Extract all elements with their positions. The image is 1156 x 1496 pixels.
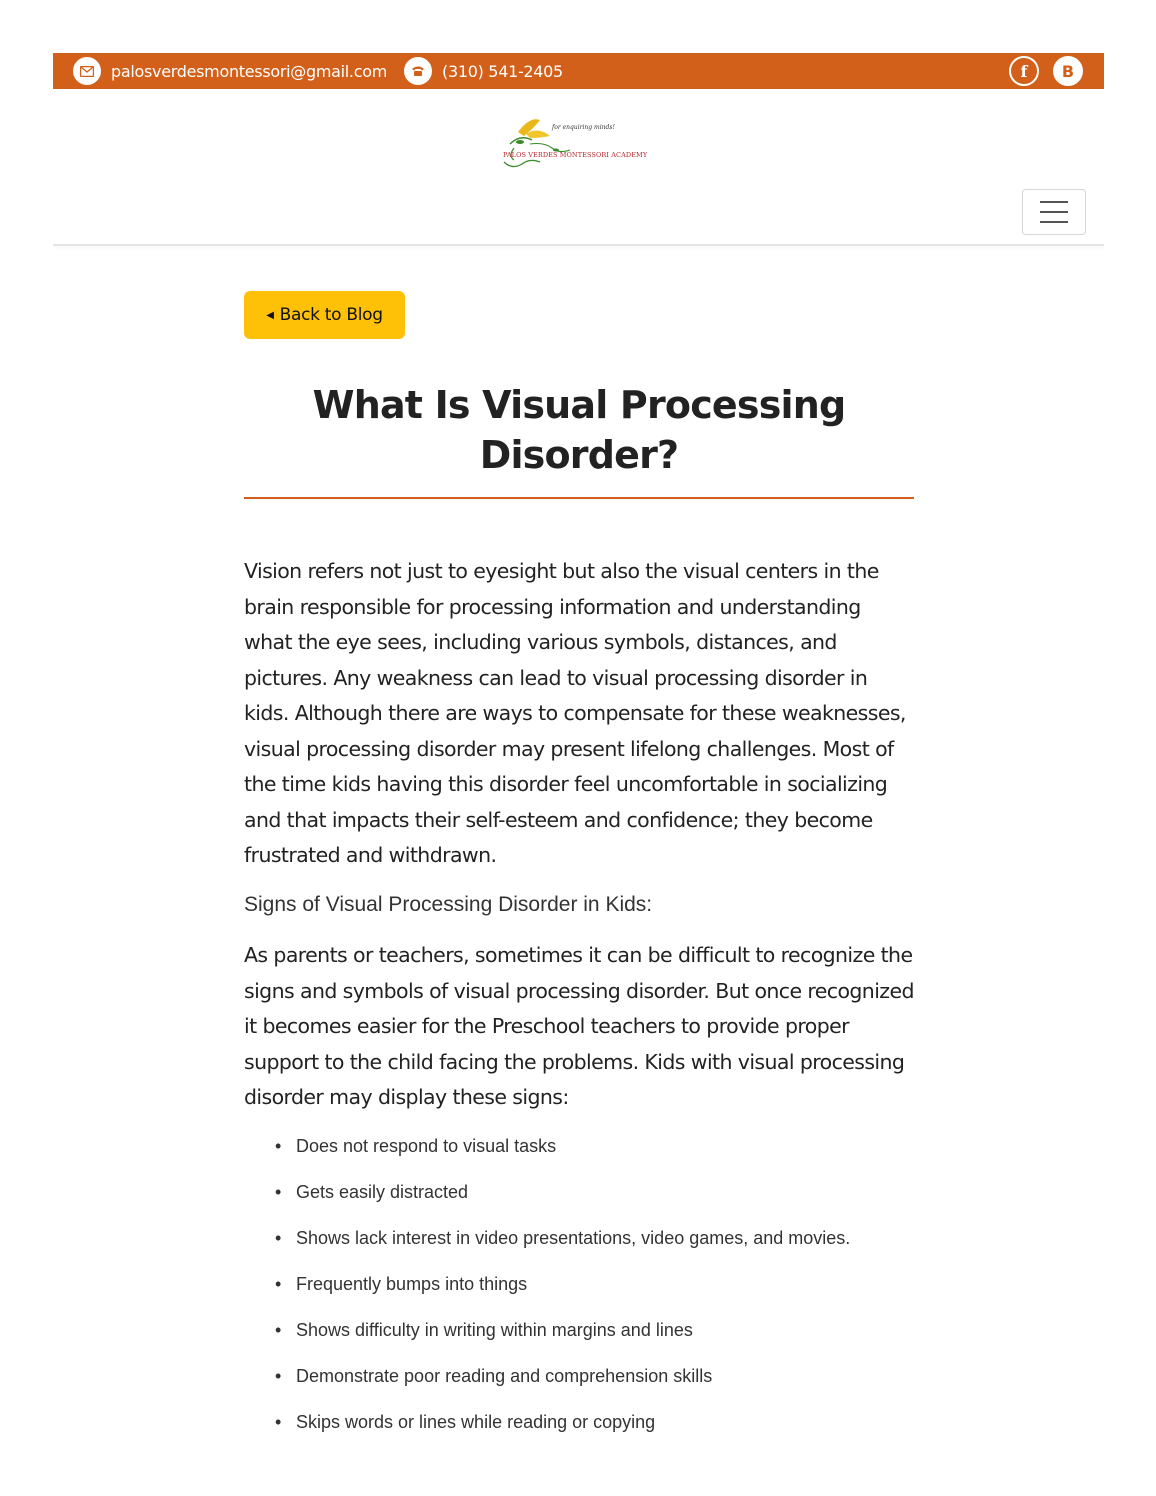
back-to-blog-button[interactable]	[244, 291, 405, 339]
logo-name: PALOS VERDES MONTESSORI ACADEMY	[503, 151, 648, 159]
intro-paragraph: Vision refers not just to eyesight but also the visual centers in the brain responsible for processing information and understanding what the eye sees, including various symbols, distances, and pictures. Any weakness can lead to visual processing disorder in kids. Although there are ways to compensate for these weaknesses, visual processing disorder may present lifelong challenges. Most of the time kids having this disorder feel uncomfortable in socializing and that impacts their self-esteem and confidence; they become frustrated and withdrawn.	[244, 559, 906, 867]
list-item: • Shows difficulty in writing within margins and lines	[244, 1314, 914, 1360]
bird-tree-logo-icon	[500, 114, 650, 174]
facebook-glyph: f	[1020, 61, 1028, 81]
page-title: What Is Visual Processing Disorder?	[312, 383, 846, 477]
list-item: • Does not respond to visual tasks	[244, 1130, 914, 1176]
email-contact[interactable]	[73, 53, 387, 89]
top-contact-bar	[53, 53, 1104, 89]
list-item: • Frequently bumps into things	[244, 1268, 914, 1314]
envelope-icon	[73, 57, 101, 85]
nav-divider	[53, 244, 1104, 246]
hamburger-icon[interactable]	[1022, 189, 1086, 235]
site-logo[interactable]	[500, 114, 650, 174]
signs-list	[244, 1130, 914, 1452]
section-subheading: Signs of Visual Processing Disorder in Kids:	[244, 893, 653, 916]
blogger-glyph: B	[1061, 61, 1075, 81]
menu-line	[1040, 221, 1068, 223]
phone-icon	[404, 57, 432, 85]
list-item: • Gets easily distracted	[244, 1176, 914, 1222]
list-item: • Shows lack interest in video presentations, video games, and movies.	[244, 1222, 914, 1268]
phone-number[interactable]: (310) 541-2405	[442, 61, 563, 81]
list-item: • Skips words or lines while reading or copying	[244, 1406, 914, 1452]
facebook-icon[interactable]	[1009, 56, 1039, 86]
signs-paragraph: As parents or teachers, sometimes it can be difficult to recognize the signs and symbols of visual processing disorder. But once recognized it becomes easier for the Preschool teachers to provide proper support to the child facing the problems. Kids with visual processing disorder may display these signs:	[244, 943, 914, 1109]
blogger-icon[interactable]	[1053, 56, 1083, 86]
menu-line	[1040, 201, 1068, 203]
list-item: • Demonstrate poor reading and comprehension skills	[244, 1360, 914, 1406]
menu-line	[1040, 211, 1068, 213]
logo-tagline: for enquiring minds!	[552, 124, 615, 131]
back-to-blog-label: Back to Blog	[279, 305, 383, 325]
caret-left-icon: ◀	[266, 309, 274, 321]
email-address[interactable]: palosverdesmontessori@gmail.com	[111, 61, 387, 81]
title-divider	[244, 497, 914, 499]
phone-contact[interactable]	[404, 53, 563, 89]
